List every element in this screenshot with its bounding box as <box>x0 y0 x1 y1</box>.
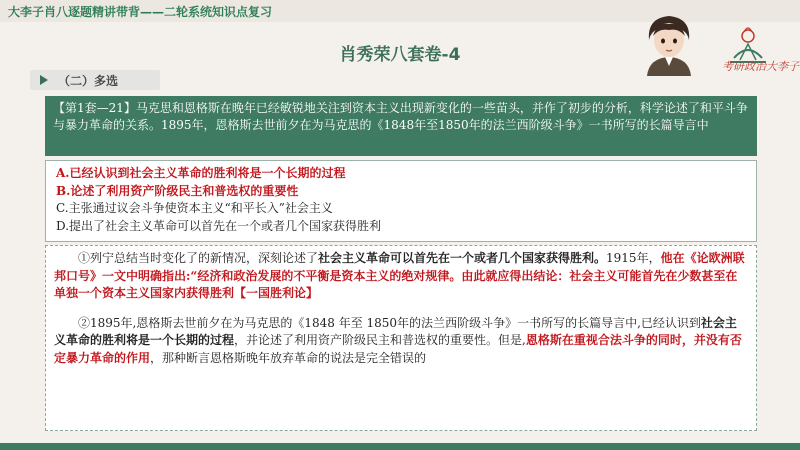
analysis-paragraph-2 <box>54 315 748 368</box>
brand-logo-text: 考研政治大李子 <box>722 60 799 73</box>
section-label <box>30 70 160 90</box>
analysis-text: ，那种断言恩格斯晚年放弃革命的说法是完全错误的 <box>150 350 427 365</box>
analysis-text: ，并论述了利用资产阶级民主和普选权的重要性。但是, <box>234 333 526 347</box>
analysis-text: 1915年， <box>606 251 661 265</box>
analysis-emphasis: 社会主义革命可以首先在一个或者几个国家获得胜利。 <box>318 251 607 265</box>
avatar <box>641 10 697 76</box>
footer-band <box>0 443 800 450</box>
course-header-title: 大李子肖八逐题精讲带背——二轮系统知识点复习 <box>8 5 273 19</box>
analysis-highlight: 恩格斯在重视合法斗争的同时，并没有否定暴力革命的作用 <box>54 333 742 365</box>
analysis-text: ①列宁总结当时变化了的新情况，深刻论述了 <box>78 251 319 265</box>
option-b: B.论述了利用资产阶级民主和普选权的重要性 <box>56 183 299 198</box>
question-box: 【第1套—21】马克思和恩格斯在晚年已经敏锐地关注到资本主义出现新变化的一些苗头，并作了初步的分析，科学论述了和平斗争与暴力革命的关系。1895年，恩格斯去世前夕在为马克思的《1848年至1850年的法兰西阶级斗争》一书所写的长篇导言中 <box>45 96 757 156</box>
option-c: C.主张通过议会斗争使资本主义“和平长入”社会主义 <box>56 201 333 215</box>
option-d: D.提出了社会主义革命可以首先在一个或者几个国家获得胜利 <box>56 218 382 233</box>
options-box <box>45 160 757 242</box>
arrow-right-icon <box>40 75 48 85</box>
analysis-highlight: 他在《论欧洲联邦口号》一文中明确指出:“经济和政治发展的不平衡是资本主义的绝对规律。由此就应得出结论：社会主义可能首先在少数甚至在单独一个资本主义国家内获得胜利【一国胜利论】 <box>54 251 745 300</box>
analysis-paragraph-1 <box>54 250 748 303</box>
section-label-text: （二）多选 <box>58 74 119 88</box>
analysis-box <box>45 245 757 431</box>
analysis-emphasis: 社会主义革命的胜利将是一个长期的过程 <box>54 315 737 347</box>
option-a: A.已经认识到社会主义革命的胜利将是一个长期的过程 <box>56 166 346 180</box>
page-title: 肖秀荣八套卷-4 <box>339 45 461 65</box>
analysis-text: ②1895年,恩格斯去世前夕在为马克思的《1848 年至 1850年的法兰西阶级斗争》一书所写的长篇导言中,已经认识到 <box>78 315 701 330</box>
